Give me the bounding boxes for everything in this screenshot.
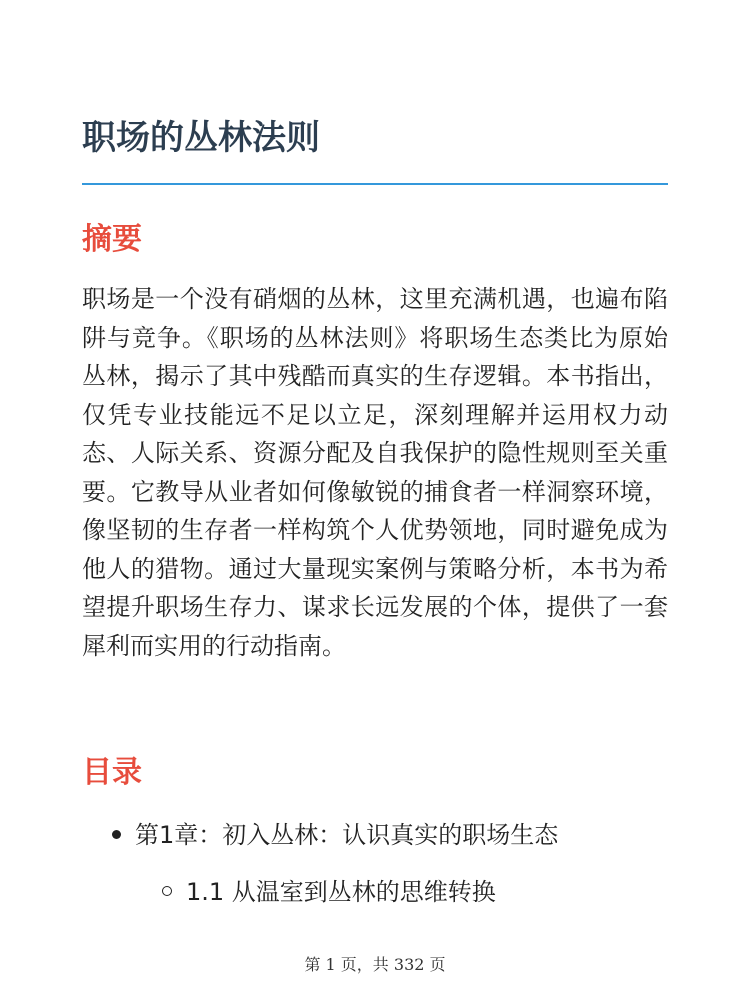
document-title: 职场的丛林法则	[82, 118, 320, 158]
toc-heading: 目录	[82, 755, 142, 790]
toc-item-label: 第1章：初入丛林：认识真实的职场生态	[135, 821, 559, 849]
abstract-paragraph: 职场是一个没有硝烟的丛林，这里充满机遇，也遍布陷阱与竞争。《职场的丛林法则》将职场生态类比为原始丛林，揭示了其中残酷而真实的生存逻辑。本书指出，仅凭专业技能远不足以立足，深刻理解并运用权力动态、人际关系、资源分配及自我保护的隐性规则至关重要。它教导从业者如何像敏锐的捕食者一样洞察环境，像坚韧的生存者一样构筑个人优势领地，同时避免成为他人的猎物。通过大量现实案例与策略分析，本书为希望提升职场生存力、谋求长远发展的个体，提供了一套犀利而实用的行动指南。	[82, 285, 668, 660]
disc-bullet-icon	[112, 830, 121, 839]
toc-item-label: 1.1 从温室到丛林的思维转换	[186, 878, 496, 906]
title-divider	[82, 183, 668, 185]
page-number-footer: 第 1 页，共 332 页	[304, 955, 446, 974]
toc-item-section-1-1[interactable]	[162, 878, 496, 907]
circle-bullet-icon	[162, 886, 172, 896]
toc-item-chapter-1[interactable]	[112, 821, 558, 850]
summary-heading: 摘要	[82, 222, 142, 257]
